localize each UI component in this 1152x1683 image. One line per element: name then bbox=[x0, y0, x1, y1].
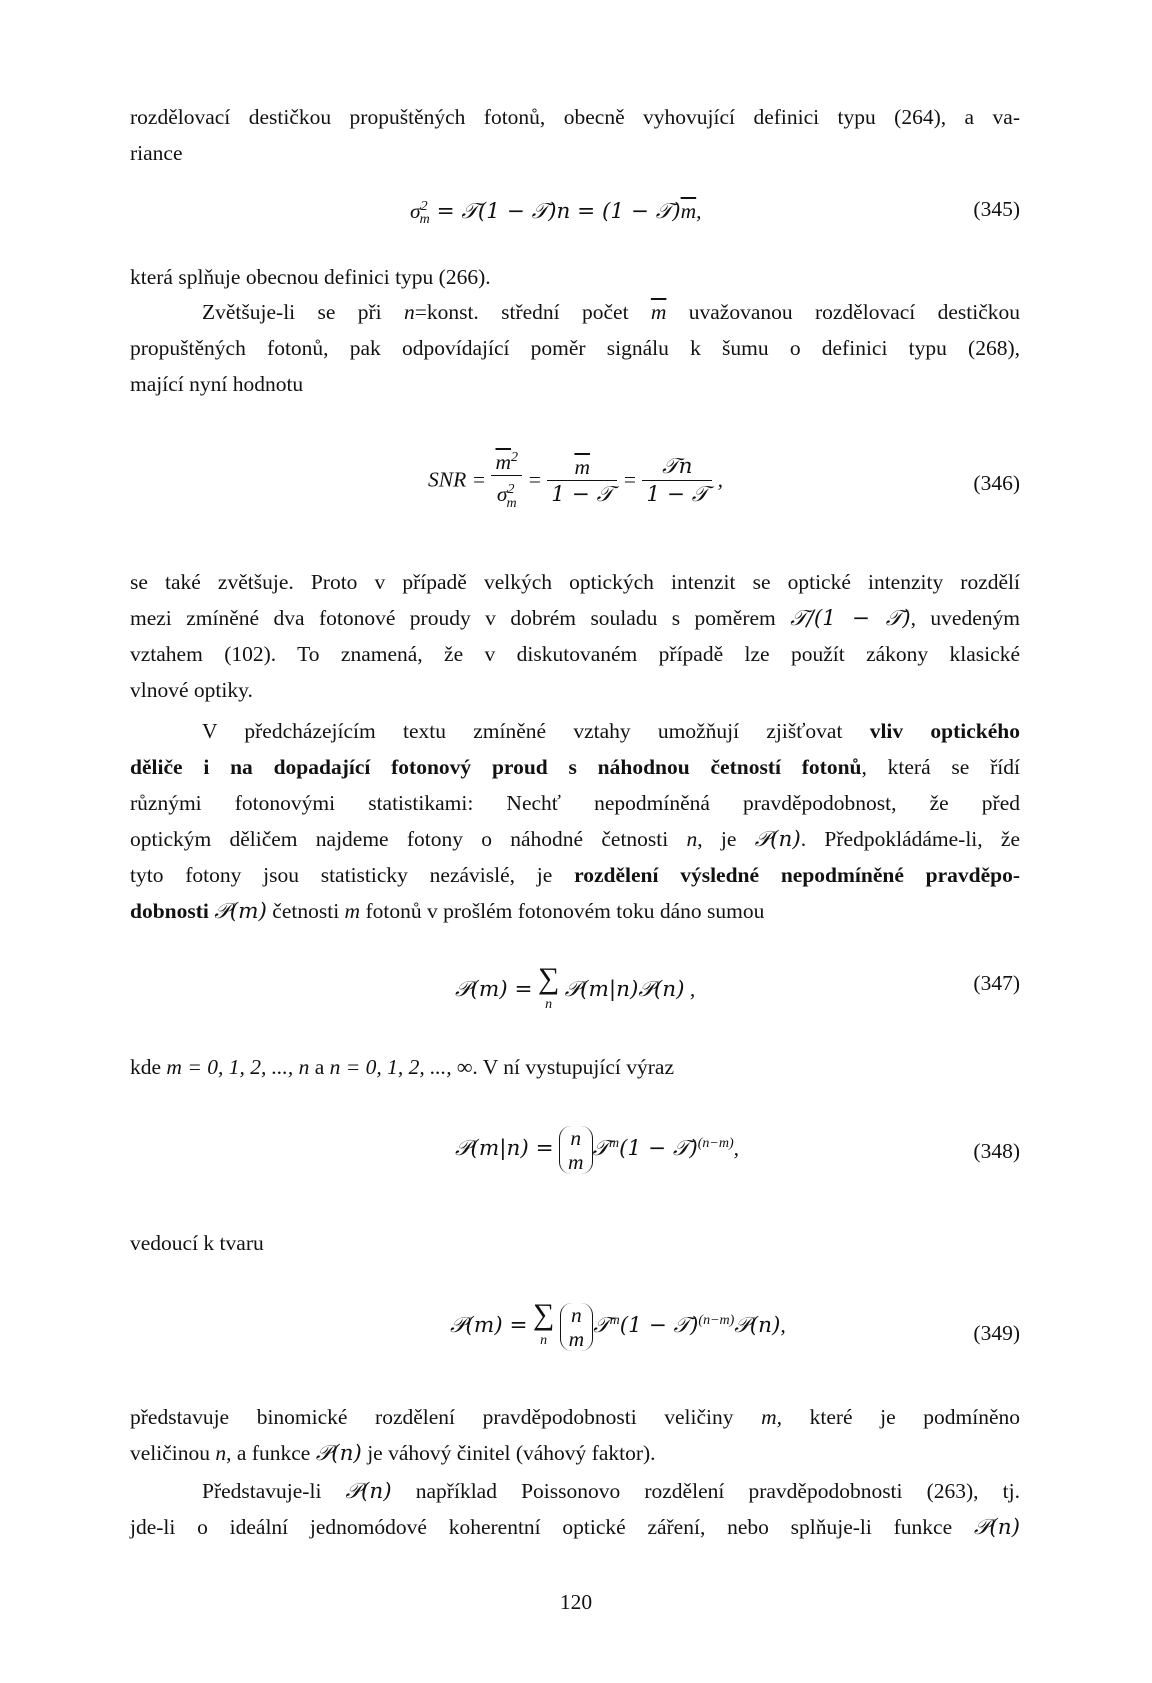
eq-sup: 2 bbox=[507, 482, 515, 498]
eq-fraction bbox=[642, 454, 712, 509]
text-run: mezi zmíněné dva fotonové proudy v dobrém souladu s poměrem bbox=[130, 606, 791, 630]
eq-binomial bbox=[559, 1126, 593, 1174]
eq-sub: m bbox=[506, 495, 517, 511]
math-var: m, bbox=[761, 1405, 783, 1429]
eq-expression: (1 − 𝒯) bbox=[619, 1312, 699, 1338]
text-run: , uvedeným bbox=[910, 606, 1020, 630]
eq-lhs: 𝒫(m) = bbox=[455, 976, 533, 1002]
binom-top: n bbox=[570, 1126, 582, 1150]
text-line: riance bbox=[130, 141, 183, 165]
eq-symbol: $\overline{m}$ bbox=[680, 199, 697, 224]
eq-sup: m bbox=[609, 1135, 620, 1151]
text-run: Představuje-li bbox=[202, 1479, 346, 1503]
equation-345 bbox=[410, 192, 702, 235]
binom-top: n bbox=[571, 1303, 582, 1328]
math-expr: 𝒫(n) bbox=[973, 1515, 1020, 1540]
math-expr: 𝒫(n) bbox=[754, 827, 801, 852]
text-line bbox=[202, 1476, 1020, 1507]
text-run: jde-li o ideální jednomódové koherentní optické záření, nebo splňuje-li funkce bbox=[130, 1515, 974, 1539]
text-run: tyto fotony jsou statisticky nezávislé, je bbox=[130, 863, 575, 887]
bold-run: děliče i na dopadající fotonový proud s náhodnou četností fotonů bbox=[130, 755, 862, 779]
eq-lhs: SNR = bbox=[428, 467, 487, 492]
text-run: je váhový činitel (váhový faktor). bbox=[361, 1441, 656, 1465]
text-line bbox=[130, 896, 1020, 927]
math-var: n bbox=[215, 1441, 227, 1465]
eq-sup: m bbox=[609, 1312, 620, 1328]
text-run: , která se řídí bbox=[861, 755, 1020, 779]
eq-den: 1 − 𝒯 bbox=[646, 481, 709, 507]
eq-punct: , bbox=[717, 467, 723, 492]
eq-sign: = bbox=[527, 467, 542, 492]
binom-bottom: m bbox=[568, 1327, 585, 1352]
text-run: Zvětšuje-li se při bbox=[202, 300, 404, 324]
math-var: m bbox=[344, 899, 361, 923]
text-run: V předcházejícím textu zmíněné vztahy umožňují zjišťovat bbox=[202, 719, 870, 743]
text-line: vztahem (102). To znamená, že v diskutovaném případě lze použít zákony klasické bbox=[130, 642, 1020, 666]
text-run: představuje binomické rozdělení pravděpodobnosti veličiny bbox=[130, 1405, 762, 1429]
text-run: , je bbox=[697, 827, 755, 851]
eq-punct: , bbox=[733, 1135, 739, 1160]
text-line: rozdělovací destičkou propuštěných fotonů, obecně vyhovující definici typu (264), a va- bbox=[130, 105, 1020, 129]
eq-num: 𝒯n bbox=[642, 454, 712, 481]
eq-symbol: σ bbox=[410, 199, 421, 224]
binom-bottom: m bbox=[567, 1150, 584, 1174]
equation-349 bbox=[450, 1298, 786, 1352]
eq-lhs: 𝒫(m) = bbox=[450, 1312, 528, 1338]
text-line: mající nyní hodnotu bbox=[130, 372, 304, 396]
math-expr: 𝒫(n) bbox=[345, 1479, 392, 1504]
eq-sup: 2 bbox=[511, 450, 519, 465]
math-expr: 𝒫(m) bbox=[214, 899, 267, 924]
eq-sub: n bbox=[540, 1333, 548, 1349]
eq-expression: 𝒯 bbox=[593, 1312, 610, 1338]
text-run: které je podmíněno bbox=[782, 1405, 1021, 1429]
text-line: vedoucí k tvaru bbox=[130, 1231, 264, 1255]
equation-346 bbox=[428, 445, 723, 518]
eq-sign: = bbox=[622, 467, 638, 492]
text-run: . Předpokládáme-li, že bbox=[800, 827, 1020, 851]
text-line: se také zvětšuje. Proto v případě velkých optických intenzit se optické intenzity rozdělí bbox=[130, 570, 1020, 594]
text-line bbox=[130, 603, 1020, 634]
text-line bbox=[130, 1512, 1020, 1543]
text-line: která splňuje obecnou definici typu (266). bbox=[130, 265, 491, 289]
equation-number: (345) bbox=[973, 197, 1020, 221]
bold-run: vliv optického bbox=[869, 719, 1021, 743]
text-run: optickým děličem najdeme fotony o náhodné četnosti bbox=[130, 827, 687, 851]
text-run: =konst. střední počet bbox=[414, 300, 651, 324]
text-line bbox=[130, 752, 1020, 782]
eq-num: $\overline{m}$ bbox=[547, 454, 617, 481]
sum-symbol: ∑ bbox=[537, 962, 560, 996]
eq-expression: 𝒫(n) bbox=[734, 1312, 781, 1338]
eq-expression: 𝒫(m|n)𝒫(n) bbox=[564, 976, 685, 1002]
text-line bbox=[202, 716, 1020, 746]
equation-348 bbox=[455, 1126, 739, 1174]
text-line bbox=[130, 824, 1020, 855]
eq-sup: (n−m) bbox=[698, 1312, 735, 1328]
math-expr: 𝒯/(1 − 𝒯) bbox=[790, 606, 911, 631]
text-run: kde bbox=[130, 1055, 167, 1079]
text-line bbox=[130, 1052, 1020, 1082]
math-expr: 𝒫(n) bbox=[315, 1441, 362, 1466]
eq-den: σ bbox=[496, 482, 508, 507]
text-line bbox=[130, 1438, 1020, 1469]
bold-run: dobnosti bbox=[130, 899, 215, 923]
text-line bbox=[130, 860, 1020, 890]
text-line bbox=[202, 297, 1020, 327]
eq-sum bbox=[532, 1298, 555, 1352]
math-expr: m = 0, 1, 2, ..., n bbox=[166, 1055, 310, 1079]
text-run: uvažovanou rozdělovací destičkou bbox=[666, 300, 1020, 324]
page-number: 120 bbox=[559, 1590, 593, 1614]
eq-num: $\overline{m}$ bbox=[495, 450, 512, 475]
eq-sup: (n−m) bbox=[697, 1135, 734, 1151]
eq-fraction bbox=[491, 445, 522, 518]
equation-number: (349) bbox=[973, 1321, 1020, 1345]
eq-den: 1 − 𝒯 bbox=[551, 481, 614, 507]
eq-expression: 𝒯 bbox=[592, 1135, 609, 1161]
eq-expression: = 𝒯(1 − 𝒯)n = (1 − 𝒯) bbox=[429, 199, 681, 225]
text-run: fotonů v prošlém fotonovém toku dáno sumou bbox=[360, 899, 765, 923]
equation-number: (348) bbox=[973, 1139, 1020, 1163]
math-expr: n = 0, 1, 2, ..., ∞ bbox=[329, 1055, 473, 1079]
bold-run: rozdělení výsledné nepodmíněné pravděpo- bbox=[574, 863, 1020, 887]
eq-sum bbox=[537, 962, 560, 1016]
eq-binomial bbox=[560, 1303, 594, 1351]
text-run: například Poissonovo rozdělení pravděpodobnosti (263), tj. bbox=[391, 1479, 1020, 1503]
text-run: veličinou bbox=[130, 1441, 216, 1465]
text-run: četnosti bbox=[266, 899, 345, 923]
eq-expression: (1 − 𝒯) bbox=[619, 1135, 698, 1161]
eq-fraction bbox=[547, 454, 617, 509]
eq-punct: , bbox=[780, 1312, 786, 1337]
eq-sup: 2 bbox=[420, 199, 428, 214]
equation-number: (346) bbox=[973, 471, 1020, 495]
text-line: propuštěných fotonů, pak odpovídající poměr signálu k šumu o definici typu (268), bbox=[130, 336, 1020, 360]
text-run: . V ní vystupující výraz bbox=[472, 1055, 675, 1079]
text-run: , a funkce bbox=[226, 1441, 316, 1465]
math-var: n bbox=[403, 300, 415, 324]
sum-symbol: ∑ bbox=[532, 1298, 555, 1332]
text-line bbox=[130, 1402, 1020, 1432]
eq-lhs: 𝒫(m|n) = bbox=[455, 1135, 554, 1161]
eq-sub: n bbox=[545, 997, 553, 1013]
text-line: různými fotonovými statistikami: Nechť nepodmíněná pravděpodobnost, že před bbox=[130, 791, 1020, 815]
eq-punct: , bbox=[689, 976, 696, 1001]
text-run: a bbox=[309, 1055, 330, 1079]
equation-347 bbox=[455, 962, 696, 1016]
equation-number: (347) bbox=[973, 971, 1020, 995]
math-var: $\overline{m}$ bbox=[650, 300, 667, 324]
eq-punct: , bbox=[696, 199, 702, 224]
eq-sub: m bbox=[419, 212, 430, 228]
text-line: vlnové optiky. bbox=[130, 678, 253, 702]
math-var: n bbox=[686, 827, 698, 851]
